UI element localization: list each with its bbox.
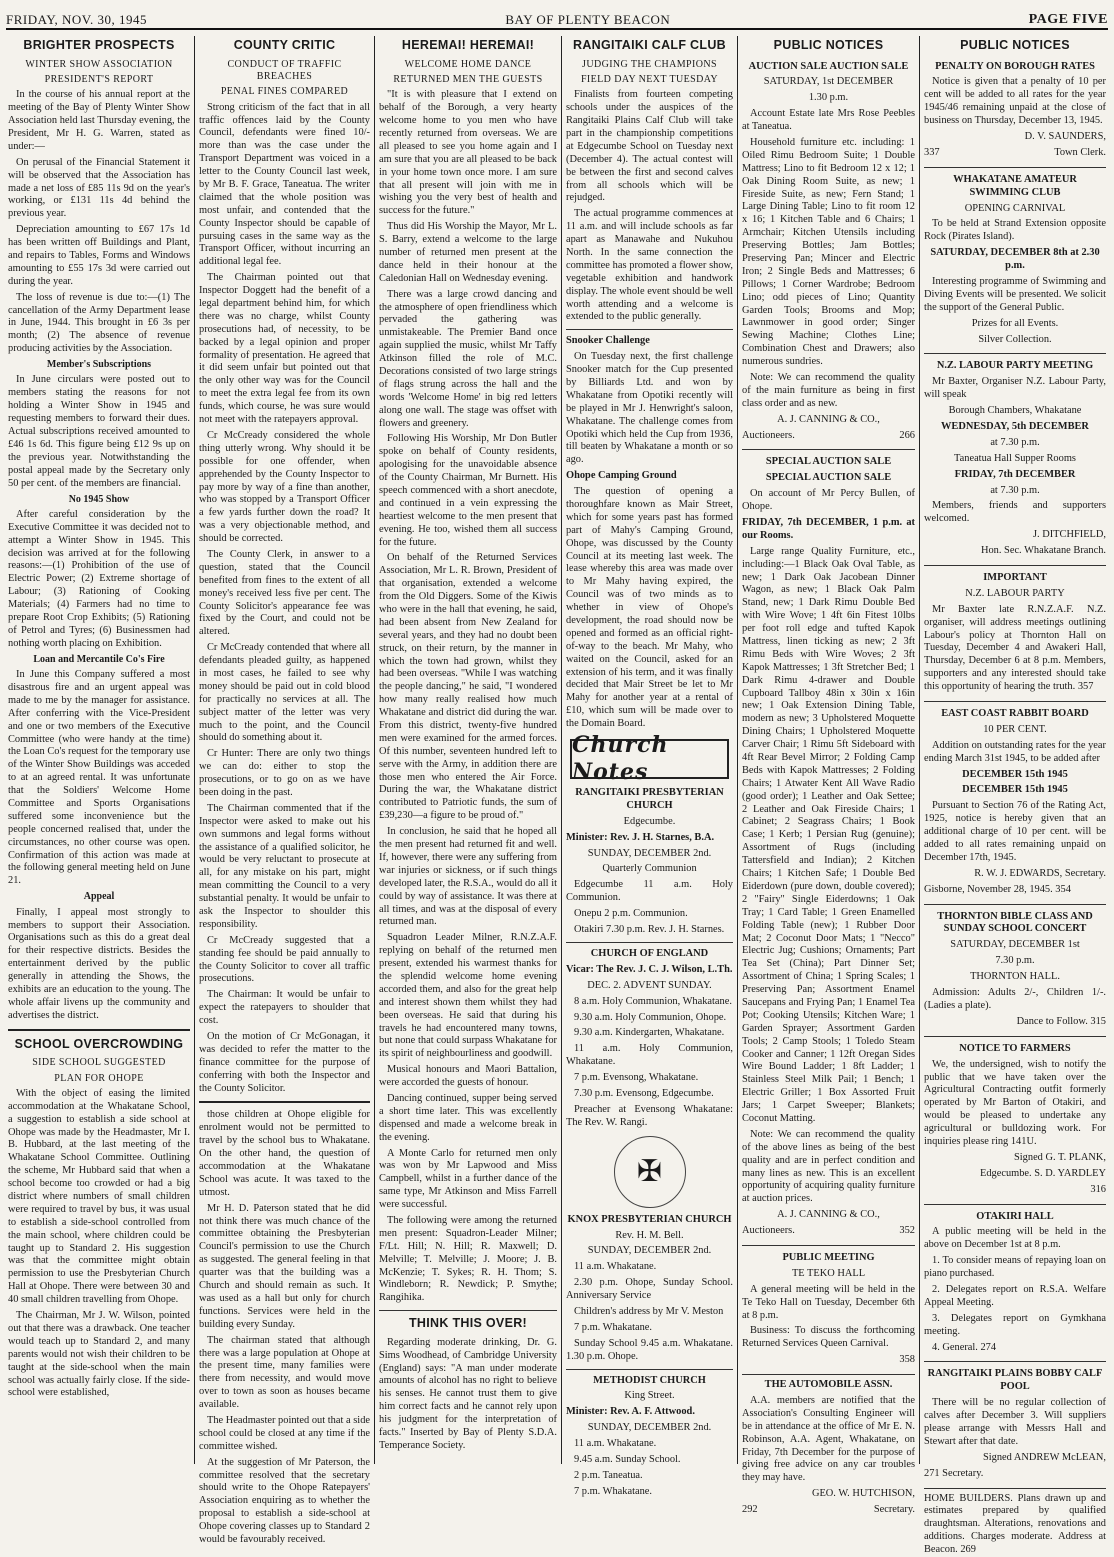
- automobile-notice: [742, 1379, 915, 1517]
- paragraph: On perusal of the Financial Statement it will be observed that the Association has made a net loss of £85 11s 9d on the year's working, or £131 11s 4d behind the previous year.: [8, 156, 190, 220]
- church-name: KNOX PRESBYTERIAN CHURCH: [567, 1213, 732, 1225]
- paragraph: Admission: Adults 2/-, Children 1/-. (Ladies a plate).: [924, 987, 1106, 1011]
- ad-signature-title: Gisborne, November 28, 1945. 354: [924, 883, 1071, 895]
- headline-school-overcrowding: SCHOOL OVERCROWDING: [14, 1036, 184, 1051]
- paragraph: In June this Company suffered a most disastrous fire and an urgent appeal was made to me by the manager for assistance. After conferring with the Vice-President and one or two members of the Executive Committee (who were handy at the time) the Loan Co's request for the temporary use of the Winter Show Buildings was acceded to at an agreed rental. It was unfortunate that the Soldiers' Welcome Home Committee and Sports Organisations suffered some inconvenience but the people concerned realised that, under the circumstances, no other course was open. Confirmation of this action was made at the following general meeting held on June 21.: [8, 669, 190, 887]
- ad-date: SATURDAY, DECEMBER 1st: [950, 939, 1080, 951]
- paragraph: Silver Collection.: [978, 333, 1052, 345]
- paragraph: A general meeting will be held in the Te Teko Hall on Tuesday, December 6th at 8 p.m.: [742, 1283, 915, 1321]
- paragraph: On account of Mr Percy Bullen, of Ohope.: [742, 488, 915, 513]
- paragraph: The following were among the returned men present: Squadron-Leader Milner; F/Lt. Hill; N. Hill; R. Maxwell; D. Melville; T. Melville; J. Moore; J. B. McKenzie; T. Sykes; R. H. Thom; S. Windleborn; R. Newdick; P. Smythe; Rangihika.: [379, 1214, 557, 1304]
- section-heading: No 1945 Show: [68, 493, 130, 505]
- agenda-item: 4. General. 274: [932, 1341, 997, 1353]
- service-line: 11 a.m. Holy Communion, Whakatane.: [566, 1043, 733, 1068]
- paragraph: The County Clerk, in answer to a question, stated that the Council benefited from fines to the extent of all money's received less five per cent. The County Solicitor's appearance fee was fixed by the Court, and could not be altered.: [199, 548, 370, 638]
- agenda-item: 3. Delegates report on Gymkhana meeting.: [924, 1312, 1106, 1337]
- service-line: 2 p.m. Taneatua.: [574, 1469, 643, 1481]
- service-note: Quarterly Communion: [602, 863, 697, 875]
- ad-footer: [742, 1225, 915, 1238]
- farmers-notice: [924, 1041, 1106, 1205]
- headline-county-critic: COUNTY CRITIC: [233, 38, 336, 52]
- service-line: 8 a.m. Holy Communion, Whakatane.: [574, 995, 732, 1007]
- venue-line: FRIDAY, 7th DECEMBER: [954, 468, 1076, 480]
- paragraph: "It is with pleasure that I extend on behalf of the Borough, a very hearty welcome home to you men who have recently returned from overseas. We are all pleased to see you home again and I am sure that you are all pleased to be back in your home town once more. I am sure that all present will join with me in wishing you the very best of health and success for the future.": [379, 89, 557, 217]
- subhead: RETURNED MEN THE GUESTS: [393, 73, 543, 85]
- ad-heading: THE AUTOMOBILE ASSN.: [764, 1379, 893, 1391]
- ad-signature-title: Town Clerk.: [1054, 146, 1106, 158]
- paragraph: Members, friends and supporters welcomed.: [924, 500, 1106, 525]
- ad-signature: Signed G. T. PLANK,: [1014, 1151, 1106, 1163]
- swimming-club-notice: [924, 172, 1106, 355]
- service-line: Otakiri 7.30 p.m. Rev. J. H. Starnes.: [574, 924, 725, 936]
- ad-number: 316: [1090, 1183, 1106, 1195]
- paragraph: Notice is given that a penalty of 10 per cent will be added to all rates for the year 1945/46 remaining unpaid at the close of business on Thursday, December 13, 1945.: [924, 76, 1106, 127]
- ad-date: DECEMBER 15th 1945: [962, 768, 1068, 780]
- paragraph: The question of opening a thoroughfare known as Mair Street, which for some years past has formed part of Mahy's Camping Ground, Ohope, was discussed by the County Council at its meeting last week. The lease whereby this area was made over to Mr Mahy having expired, the Council was of two minds as to whether in view of Ohope's development, the road should now be opened and formed as an official right-of-way to the beach. Mr Mahy, who waited on the Council, asked for an extension of his term, and it was finally decided that Mair Street be let to Mr Mahy for another year at a rental of £10, which sum will be made over to the Domain Board.: [566, 486, 733, 730]
- otakiri-hall-notice: [924, 1209, 1106, 1363]
- service-line: 2.30 p.m. Ohope, Sunday School. Anniversary Service: [566, 1277, 733, 1302]
- paragraph: Note: We can recommend the quality of the main furniture as being in first class order and as new.: [742, 371, 915, 409]
- ad-signature: Signed ANDREW McLEAN,: [982, 1451, 1106, 1463]
- paragraph: On the motion of Cr McGonagan, it was decided to refer the matter to the finance committee for the purpose of conferring with both the Inspector and the County Solicitor.: [199, 1031, 370, 1094]
- paragraph: With the object of easing the limited accommodation at the Whakatane School, a suggestion to establish a side school at Ohope was made by the Headmaster, Mr I. B. Hubbard, at the last meeting of the Whakatane School Committee. Outlining the scheme, Mr Hubbard said that when a school become too crowded or had a big district where numbers of small children were required to travel by bus, it was usual to establish a side-school controlled from the main school, where children could be taught up to Standard 2. His suggestion was that the committee might obtain permission to use the Presbyterian Church Hall at Ohope. There were between 30 and 40 small children travelling from Ohope.: [8, 1087, 190, 1306]
- ad-footer: [742, 430, 915, 443]
- church-minister: Minister: Rev. J. H. Starnes, B.A.: [566, 831, 715, 843]
- paragraph: A.A. members are notified that the Association's Consulting Engineer will be in attendance at the office of Mr E. N. Robinson, A.A. Agent, Whakatane, on Friday, 7th December for the purpose of giving free advice on any car troubles they may have.: [742, 1395, 915, 1484]
- ad-heading: OTAKIRI HALL: [976, 1210, 1054, 1222]
- paragraph: The chairman stated that although there was a large population at Ohope at the present time, many families were there from necessity, and would move over to town as soon as houses became available.: [199, 1334, 370, 1411]
- section-heading: Loan and Mercantile Co's Fire: [33, 653, 165, 665]
- paragraph: The loss of revenue is due to:—(1) The cancellation of the Army Department lease in June, 1944. This brought in £6 3s per month; (2) The absence of revenue producing activities by the Association.: [8, 291, 190, 355]
- paragraph: To be held at Strand Extension opposite Rock (Pirates Island).: [924, 218, 1106, 243]
- service-line: Edgecumbe 11 a.m. Holy Communion.: [566, 879, 733, 904]
- column-6: [920, 36, 1110, 1556]
- paragraph: At the suggestion of Mr Paterson, the committee resolved that the secretary should write to the Ohope Ratepayers' Association enquiring as to whether the proposal to establish a side-school at Ohope covering classes up to Standard 2 would be favourably received.: [199, 1456, 370, 1545]
- ad-signature: A. J. CANNING & CO.,: [777, 1209, 880, 1221]
- paragraph: On Tuesday next, the first challenge Snooker match for the Cup presented by Billiards Ltd. and won by Whakatane from Opotiki recently will be played in Mr J. Henwright's saloon, Whakatane. The challenge comes from Opotiki which held the Cup from 1936, till beaten by Whakatane a month or so ago.: [566, 351, 733, 466]
- borough-rates-notice: [924, 59, 1106, 168]
- page-number: PAGE FIVE: [1028, 11, 1108, 27]
- ad-footer: [742, 1504, 915, 1517]
- divider: [379, 1310, 557, 1311]
- paragraph: Dancing continued, supper being served a short time later. This was excellently dispensed and made a welcome break in the evening.: [379, 1092, 557, 1143]
- paragraph: The Chairman, Mr J. W. Wilson, pointed out that there was a drawback. One teacher would teach up to Standard 2, and many parents would not wish their children to be taught at the side-school when the main school was actually fairly close. If the side-school were established,: [8, 1310, 190, 1399]
- ad-heading: SPECIAL AUCTION SALE: [765, 456, 892, 468]
- ad-footer: [924, 147, 1106, 160]
- ad-signature-title: Hon. Sec. Whakatane Branch.: [980, 545, 1106, 557]
- ad-subheading: TE TEKO HALL: [791, 1267, 866, 1279]
- paragraph: Regarding moderate drinking, Dr. G. Sims Woodhead, of Cambridge University (England) says: "A man under moderate amounts of alcohol has no right to believe his senses. He cannot trust them to give him correct facts and he cannot rely upon his judgment for the interpretation of facts." Inserted by Bay of Plenty S.D.A. Temperance Society.: [379, 1336, 557, 1451]
- headline-calf-club: RANGITAIKI CALF CLUB: [573, 38, 726, 52]
- ad-subheading: 10 PER CENT.: [983, 723, 1047, 735]
- divider: [566, 1369, 733, 1370]
- masthead: [6, 6, 1108, 30]
- labour-party-meeting-notice: [924, 358, 1106, 566]
- paragraph: Finally, I appeal most strongly to members to support their Association. Organisations such as this do a great deal for their respective districts. Besides the entertainment derived by the public generally in attending the Shows, the exhibits are an education to the young. The whole affair livens up the community and advertises the district.: [8, 906, 190, 1021]
- headline-public-notices: PUBLIC NOTICES: [960, 38, 1070, 52]
- service-date: SUNDAY, DECEMBER 2nd.: [587, 1422, 712, 1434]
- agenda-item: 2. Delegates report on R.S.A. Welfare Appeal Meeting.: [924, 1283, 1106, 1308]
- paragraph: Mr Baxter, Organiser N.Z. Labour Party, will speak: [924, 376, 1106, 401]
- divider: [199, 1101, 370, 1103]
- ad-heading: IMPORTANT: [983, 572, 1047, 583]
- ad-number: 266: [899, 429, 915, 441]
- section-heading: Member's Subscriptions: [46, 359, 152, 371]
- paragraph: Mr Baxter late R.N.Z.A.F. N.Z. organiser, will address meetings outlining Labour's policy at Thornton Hall on Tuesday, December 4 and Awakeri Hall, Thursday, December 6 at 8 p.m. Members, supporters and any interested should take this opportunity of hearing the truth. 357: [924, 603, 1106, 693]
- paragraph: The actual programme commences at 11 a.m. and will include schools as far apart as Manawahe and Nukuhou North. In the same connection the committee has promoted a flower show, vegetable exhibition and handwork display. The whole event should be well worth attending and a welcome is extended to the public generally.: [566, 208, 733, 323]
- service-line: Sunday School 9.45 a.m. Whakatane. 1.30 p.m. Ohope.: [566, 1337, 733, 1362]
- ad-number: 358: [899, 1354, 915, 1366]
- thornton-concert-notice: [924, 909, 1106, 1037]
- service-line: 11 a.m. Whakatane.: [574, 1261, 657, 1273]
- paragraph: Addition on outstanding rates for the year ending March 31st 1945, to be added after: [924, 739, 1106, 764]
- venue-line: Borough Chambers, Whakatane: [948, 405, 1082, 417]
- service-line: 9.30 a.m. Kindergarten, Whakatane.: [574, 1027, 725, 1039]
- ad-date: DECEMBER 15th 1945: [962, 784, 1068, 796]
- paragraph: Depreciation amounting to £67 17s 1d has been written off Buildings and Plant, and repairs to Tables, Forms and Windows amounting to £55 17s 3d were carried out during the year.: [8, 224, 190, 287]
- ad-signature: GEO. W. HUTCHISON,: [811, 1488, 915, 1500]
- ad-subheading: OPENING CARNIVAL: [964, 202, 1066, 214]
- paragraph: The Headmaster pointed out that a side school could be closed at any time if the committee wished.: [199, 1414, 370, 1452]
- ad-venue: THORNTON HALL.: [970, 971, 1060, 983]
- service-line: 7.30 p.m. Evensong, Edgecumbe.: [574, 1087, 714, 1099]
- divider: [566, 329, 733, 330]
- service-line: 7 p.m. Whakatane.: [574, 1485, 653, 1497]
- ad-number: 352: [899, 1225, 915, 1237]
- ad-signature: J. DITCHFIELD,: [1032, 529, 1106, 541]
- paragraph: There was a large crowd dancing and the atmosphere of open friendliness which pervaded the gathering was unmistakeable. The Premier Band once again supplied the music, whilst Mr Taffy Atkinson filled the role of M.C. Decorations consisted of two large strings of flags strung across the hall and the words 'Welcome Home' in big red letters along one wall. The stage was offset with flowers and greenery.: [379, 288, 557, 429]
- subhead: JUDGING THE CHAMPIONS: [582, 58, 717, 70]
- paragraph: There will be no regular collection of calves after December 3. Will suppliers please arrange with Messrs Hall and Stewart after that date.: [924, 1397, 1106, 1447]
- ad-signature-title: Secretary.: [873, 1504, 915, 1516]
- ad-time: 1.30 p.m.: [808, 92, 849, 104]
- subhead: PENAL FINES COMPARED: [220, 86, 349, 98]
- ad-signature-title: Auctioneers.: [742, 429, 795, 441]
- ad-date: SATURDAY, DECEMBER 8th at 2.30 p.m.: [930, 247, 1100, 272]
- paragraph: Cr McCready contended that where all defendants pleaded guilty, as happened in most cases, he failed to see why money should be paid out in cold blood for practically no services at all. The subject matter of the letter was very much to the point, and the Council should do something about it.: [199, 642, 370, 744]
- church-name: METHODIST CHURCH: [593, 1374, 706, 1386]
- headline-think-this-over: THINK THIS OVER!: [409, 1316, 527, 1331]
- paragraph: In conclusion, he said that he hoped all the men present had returned fit and well. If, however, there were any suffering from war injuries or sickness, or if such things developed later, the R.S.A., would do all it could by way of assistance. It was there at all times, and was at the disposal of every returned man.: [379, 826, 557, 928]
- paragraph: Cr Hunter: There are only two things we can do: either to stop the prosecutions, or to go on as we have been doing in the past.: [199, 748, 370, 798]
- venue-line: WEDNESDAY, 5th DECEMBER: [941, 420, 1089, 432]
- paragraph: Musical honours and Maori Battalion, were accorded the guests of honour.: [379, 1064, 557, 1089]
- service-line: 11 a.m. Whakatane.: [574, 1438, 657, 1450]
- church-location: King Street.: [624, 1390, 675, 1402]
- divider: [566, 942, 733, 943]
- subhead: PLAN FOR OHOPE: [54, 1072, 144, 1084]
- service-date: DEC. 2. ADVENT SUNDAY.: [587, 979, 712, 991]
- service-line: Preacher at Evensong Whakatane: The Rev. W. Rangi.: [566, 1103, 733, 1128]
- headline-heremai: HEREMAI! HEREMAI!: [401, 38, 535, 52]
- ad-heading: N.Z. LABOUR PARTY MEETING: [936, 360, 1094, 372]
- column-5: [738, 36, 920, 1516]
- paragraph: Mr H. D. Paterson stated that he did not think there was much chance of the committee obtaining the Presbyterian Council's permission to use the Church as suggested. The general feeling in that quarter was that the building was a Church and should remain as such. It was used as a hall but only for church functions. Services were held in the building every Sunday.: [199, 1202, 370, 1330]
- paragraph: Household furniture etc. including: 1 Oiled Rimu Bedroom Suite; 1 Double Mattress; Lino to fit Bedroom 12 x 12; 1 Oak Dining Room Suite, as new; 1 Fireside Suite, as new; Fern Stand; 1 Large Dining Table; Lino to fit room 12 x 16; 1 Kitchen Table and 6 Chairs; 1 Armchair; Kitchen Utensils including Preserving Bottles; Jam Bottles; Preserving Pan; Mincer and Electric Iron; 2 Single Beds and Mattresses; 6 Pillows; 1 Corner Wardrobe; Bedroom Lino; odd pieces of Lino; Quantity Garden Tools; Brooms and Mop; Lawnmower in good order; Singer Sewing Machine; Clothes Line; Combination Chest and Drawers; also numerous sundries.: [742, 136, 915, 368]
- section-heading: Ohope Camping Ground: [566, 470, 677, 482]
- ad-heading: PENALTY ON BOROUGH RATES: [935, 60, 1095, 72]
- paragraph: Finalists from fourteen competing schools under the auspices of the Rangitaiki Plains Calf Club will take part in the championship competitions at Edgecumbe School on Tuesday next (December 4). The actual contest will be between the first and second calves from all schools which will be rejudged.: [566, 89, 733, 204]
- venue-line: at 7.30 p.m.: [990, 484, 1040, 496]
- paragraph: Large range Quality Furniture, etc., including:—1 Black Oak Oval Table, as new; 1 Dark Oak Jacobean Dinner Wagon, as new; 1 Black Oak Palm Stand, new; 1 Dark Rimu Double Bed with Wire Wove; 1 4ft 6in Fitest 10lbs per foot roll edge and tufted Kapok Mattress, linen ticking as new; 2 3ft Rimu Beds with Wire Woves; 2 3ft Kapok Mattresses; 1 3ft Stretcher Bed; 1 Dark Rimu 4-drawer and Double Cupboard Tallboy 48in x 30in x 16in new; 1 Oak Extension Dining Table, modern as new; 3 Upholstered Moquette Dining Chairs; 1 Upholstered Moquette Carver Chair; 1 Rimu 5ft Sideboard with 4ft Rear Bevel Mirror; 2 Folding Camp Beds with Kapok Mattresses; 2 Folding Chairs; 1 Atwater Kent All Wave Radio (good order); 1 Leather and Oak Settee; 2 Leather and Oak Fireside Chairs; 1 Cabinet; 2 Seagrass Chairs; 1 Book Case; 1 Kerb; 1 Persian Rug (genuine); Assortment of Rugs (including Tattersfield and Indian); 2 Kitchen Chairs; 1 Kitchen Safe; 1 Double Bed Eiderdown (pure down, double covered); 2 "Fairy" Single Eiderdowns; 1 Oak Tray; 1 Card Table; 1 Green Enamelled Folding Table (new); 1 Rubber Door Mat; 2 Coconut Door Mats; 1 "Necco" Electric Jug; Cushions; Ornaments; Part Tea Set (China); Part Dinner Set; Assortment of China; 1 Spring Scales; 1 Preserving Pan; Assortment Enamel Saucepans and Frying Pan; 1 Enamel Tea Pot; Cooking Utensils; Kitchen Ware; 1 Garden Sprayer; Assortment Garden Tools; 2 Camp Stools; 1 Toledo Steam Cooker and Canner; 1 12ft Oregan Sides Wire Bound Ladder; 1 8ft Ladder; 1 Stainless Steel Milk Pail; 1 Bench; 1 Electric Griller; 1 Box Assorted Fruit Jars; 1 Carpet Sweeper; Blankets; Coconut Matting.: [742, 545, 915, 1124]
- paragraph: Following His Worship, Mr Don Butler spoke on behalf of County residents, apologising for the unavoidable absence of the County Chairman, Mr Burnett. His speech commenced with a short anecdote, and continued in a vein expressing the heartiest welcome to the men present that evening. He too, wished them all success for the future.: [379, 433, 557, 548]
- service-line: Children's address by Mr V. Meston: [574, 1305, 724, 1317]
- church-location: Edgecumbe.: [623, 815, 676, 827]
- section-heading: Snooker Challenge: [566, 335, 650, 347]
- important-labour-notice: [924, 570, 1106, 702]
- ad-signature: A. J. CANNING & CO.,: [777, 413, 880, 425]
- column-4: [562, 36, 738, 1497]
- paragraph: Prizes for all Events.: [971, 317, 1059, 329]
- rabbit-board-notice: [924, 706, 1106, 905]
- service-line: 9.30 a.m. Holy Communion, Ohope.: [574, 1011, 727, 1023]
- paragraph: A public meeting will be held in the above on December 1st at 8 p.m.: [924, 1226, 1106, 1251]
- issue-date: FRIDAY, NOV. 30, 1945: [6, 11, 148, 27]
- paragraph: In the course of his annual report at the meeting of the Bay of Plenty Winter Show Association held last Thursday evening, the President, Mr H. G. Warren, stated as under:—: [8, 89, 190, 152]
- public-meeting-notice: [742, 1250, 915, 1375]
- church-vicar: Vicar: The Rev. J. C. J. Wilson, L.Th.: [566, 963, 733, 975]
- bobby-calf-pool-notice: [924, 1366, 1106, 1488]
- service-date: SUNDAY, DECEMBER 2nd.: [587, 1245, 712, 1257]
- ad-heading: WHAKATANE AMATEUR SWIMMING CLUB: [953, 173, 1077, 198]
- ad-signature: Edgecumbe. S. D. YARDLEY: [979, 1167, 1106, 1179]
- ad-heading: SPECIAL AUCTION SALE: [765, 472, 892, 484]
- paragraph: Pursuant to Section 76 of the Rating Act, 1925, notice is hereby given that an additional charge of 10 per cent. will be added to all rates remaining unpaid on December 17th, 1945.: [924, 800, 1106, 863]
- ad-heading: THORNTON BIBLE CLASS AND SUNDAY SCHOOL CONCERT: [937, 910, 1093, 935]
- church-name: CHURCH OF ENGLAND: [590, 947, 709, 959]
- ad-number: 292: [742, 1504, 758, 1516]
- subhead: WELCOME HOME DANCE: [404, 58, 532, 70]
- paragraph: The Chairman: It would be unfair to expect the ratepayers to shoulder that cost.: [199, 989, 370, 1027]
- ad-heading: PUBLIC MEETING: [782, 1251, 875, 1263]
- subhead: WINTER SHOW ASSOCIATION: [25, 58, 173, 70]
- paragraph: Squadron Leader Milner, R.N.Z.A.F. replying on behalf of the returned men present, extended his warmest thanks for the splendid welcome home evening accorded them, and also for the great help and interest shown them whilst they had been overseas. He said that during his travels he had encountered many towns, but none that could surpass Whakatane for its spirit of neighbourliness and goodwill.: [379, 932, 557, 1060]
- subhead: SIDE SCHOOL SUGGESTED: [32, 1057, 166, 1069]
- paragraph: Note: We can recommend the quality of the above lines as being of the best quality and are in perfect condition and many lines as new. This is an excellent opportunity of acquiring quality furniture at auction prices.: [742, 1128, 915, 1205]
- auction-notice-peebles: [742, 59, 915, 451]
- column-3: [375, 36, 562, 1464]
- church-notes-banner: Church Notes: [570, 739, 729, 779]
- ad-heading: NOTICE TO FARMERS: [959, 1042, 1071, 1054]
- paragraph: those children at Ohope eligible for enrolment would not be permitted to travel by the school bus to Whakatane. On the other hand, the question of accommodation at the Whakatane School was acute. It was taxed to the utmost.: [199, 1109, 370, 1198]
- subhead: CONDUCT OF TRAFFIC BREACHES: [227, 58, 342, 82]
- auction-notice-bullen: [742, 454, 915, 1246]
- paper-name: BAY OF PLENTY BEACON: [505, 11, 671, 27]
- church-crest-icon: ✠: [614, 1136, 686, 1208]
- paragraph: The Chairman pointed out that Inspector Doggett had the benefit of a legal department behind him, for which there was no charge, whilst County prosecutions had, of necessity, to be backed by a legal opinion and proper formality of presentation. He agreed that it did seem unfair but pointed out that the only other way was for the Council to meet the extra legal fee from its own funds, which course, he was sure would not meet with the ratepayers approval.: [199, 272, 370, 426]
- church-minister: Minister: Rev. A. F. Attwood.: [566, 1406, 695, 1418]
- ad-signature: R. W. J. EDWARDS, Secretary.: [974, 867, 1106, 879]
- ad-date: SATURDAY, 1st DECEMBER: [763, 76, 894, 88]
- paragraph: Dance to Follow. 315: [1016, 1015, 1106, 1027]
- section-heading: Appeal: [83, 891, 115, 903]
- paragraph: A Monte Carlo for returned men only was won by Mr Lapwood and Miss Campbell, whilst in a further dance of the same type, Mr Atkinson and Miss Farrell were successful.: [379, 1147, 557, 1211]
- ad-signature-title: Auctioneers.: [742, 1225, 795, 1237]
- columns: [4, 36, 1110, 1556]
- column-2: [195, 36, 375, 1545]
- service-line: 7 p.m. Evensong, Whakatane.: [574, 1072, 699, 1084]
- ad-heading: EAST COAST RABBIT BOARD: [941, 708, 1089, 720]
- paragraph: Thus did His Worship the Mayor, Mr L. S. Barry, extend a welcome to the large number of returned men present at the dance held in their honour at the Caledonian Hall on Wednesday evening.: [379, 221, 557, 284]
- service-date: SUNDAY, DECEMBER 2nd.: [587, 847, 712, 859]
- paragraph: Account Estate late Mrs Rose Peebles at Taneatua.: [742, 108, 915, 133]
- divider: [8, 1029, 190, 1031]
- church-minister: Rev. H. M. Bell.: [615, 1229, 684, 1241]
- column-1: [4, 36, 195, 1464]
- ad-time: 7.30 p.m.: [995, 955, 1035, 967]
- paragraph: On behalf of the Returned Services Association, Mr L. R. Brown, President of that organisation, extended a welcome from the Old Diggers. Some of the Kiwis who were in the hall that evening, he said, had been absent from New Zealand for several years, and they had no doubt been struck, on their return, by the manner in which the town had grown, whilst they had been overseas. "While I was watching the people dancing," he said, "I wondered how many really realised how much Whakatane and district did during the war. From this district, twenty-five hundred men were examined for the armed forces. Of this number, seventeen hundred left to serve with the Army, in addition there are those men who entered the Air Force. During the war, the Whakatane district contributed to Patriotic funds, the sum of £39,230—a figure to be proud of.": [379, 552, 557, 822]
- subhead: PRESIDENT'S REPORT: [44, 73, 154, 85]
- paragraph: We, the undersigned, wish to notify the public that we have taken over the Agricultural Contracting outfit formerly operated by Mr Barton of Otakiri, and would be pleased to undertake any agricultural or bulldozing work. For inquiries please ring 141U.: [924, 1058, 1106, 1147]
- service-line: 7 p.m. Whakatane.: [574, 1321, 653, 1333]
- paragraph: After careful consideration by the Executive Committee it was decided not to attempt a Winter Show in 1945. This decision was arrived at for the following reasons:—(1) Prohibition of the use of Electric Power; (2) Extreme shortage of Labour; (3) Rationing of Cooking Materials; (4) Farmers had no time to prepare Root Crop Exhibits; (5) Rationing of Petrol and Tyres; (6) Businessmen had nothing worth placing on Exhibition.: [8, 508, 190, 649]
- paragraph: The Chairman commented that if the Inspector were asked to make out his own summons and legal forms without the assistance of a qualified solicitor, he would be very reluctant to prosecute at all, for any mistake on his part, might mean committing the Council to a very substantial penalty. It would be unfair to ask the Inspector to shoulder this responsibility.: [199, 802, 370, 930]
- ad-heading: AUCTION SALE AUCTION SALE: [748, 60, 909, 72]
- ad-heading: RANGITAIKI PLAINS BOBBY CALF POOL: [927, 1368, 1103, 1393]
- venue-line: at 7.30 p.m.: [990, 436, 1040, 448]
- church-name: RANGITAIKI PRESBYTERIAN CHURCH: [575, 787, 724, 811]
- paragraph: Strong criticism of the fact that in all traffic offences laid by the County Council, defendants were fined 10/- more than was the case under the Transport Department was voiced in a letter to the County Council last week, by Mr B. F. Grace, Taneatua. The writer claimed that the whole position was most unfair, and contended that the County Inspector should be capable of pursuing cases in the same way as the Transport Officer, without incurring an additional legal fee.: [199, 101, 370, 268]
- ad-signature: D. V. SAUNDERS,: [1024, 130, 1106, 142]
- paragraph: Interesting programme of Swimming and Diving Events will be presented. We solicit the support of the General Public.: [924, 275, 1106, 313]
- ad-subheading: N.Z. LABOUR PARTY: [965, 587, 1065, 599]
- subhead: FIELD DAY NEXT TUESDAY: [580, 73, 719, 85]
- headline-public-notices: PUBLIC NOTICES: [773, 38, 884, 52]
- paragraph: Cr McCready suggested that a standing fee should be paid annually to the County Solicitor to cover all traffic prosecutions.: [199, 934, 370, 985]
- ad-number: 337: [924, 146, 940, 158]
- paragraph: Cr McCready considered the whole thing utterly wrong. Why should it be possible for one offender, when apprehended by the County Inspector to pay more by way of a fine than another, who was stopped by a Transport Officer a few yards further down the road? It was a very objectionable method, and should be corrected.: [199, 429, 370, 545]
- service-line: Onepu 2 p.m. Communion.: [574, 908, 688, 920]
- home-builders-ad: HOME BUILDERS. Plans drawn up and estimates prepared by qualified draughtsman. Alterations, renovations and additions. Charges moderate. Address at Beacon. 269: [924, 1492, 1106, 1556]
- paragraph: Business: To discuss the forthcoming Returned Services Queen Carnival.: [742, 1325, 915, 1350]
- agenda-item: 1. To consider means of repaying loan on piano purchased.: [924, 1255, 1106, 1280]
- headline-brighter-prospects: BRIGHTER PROSPECTS: [23, 38, 175, 52]
- paragraph: In June circulars were posted out to members stating the reasons for not holding a Winter Show in 1945 and requesting members to forward their dues. Actual subscriptions received amounted to £46 1s 6d. This figure being £12 9s up on the previous year. Notwithstanding the postal appeal made by the Secretary only 50 per cent. of the members are financial.: [8, 374, 190, 489]
- service-line: 9.45 a.m. Sunday School.: [574, 1453, 681, 1465]
- ad-signature-title: 271 Secretary.: [924, 1467, 984, 1479]
- ad-date: FRIDAY, 7th DECEMBER, 1 p.m. at our Rooms.: [742, 517, 915, 541]
- venue-line: Taneatua Hall Supper Rooms: [954, 452, 1076, 464]
